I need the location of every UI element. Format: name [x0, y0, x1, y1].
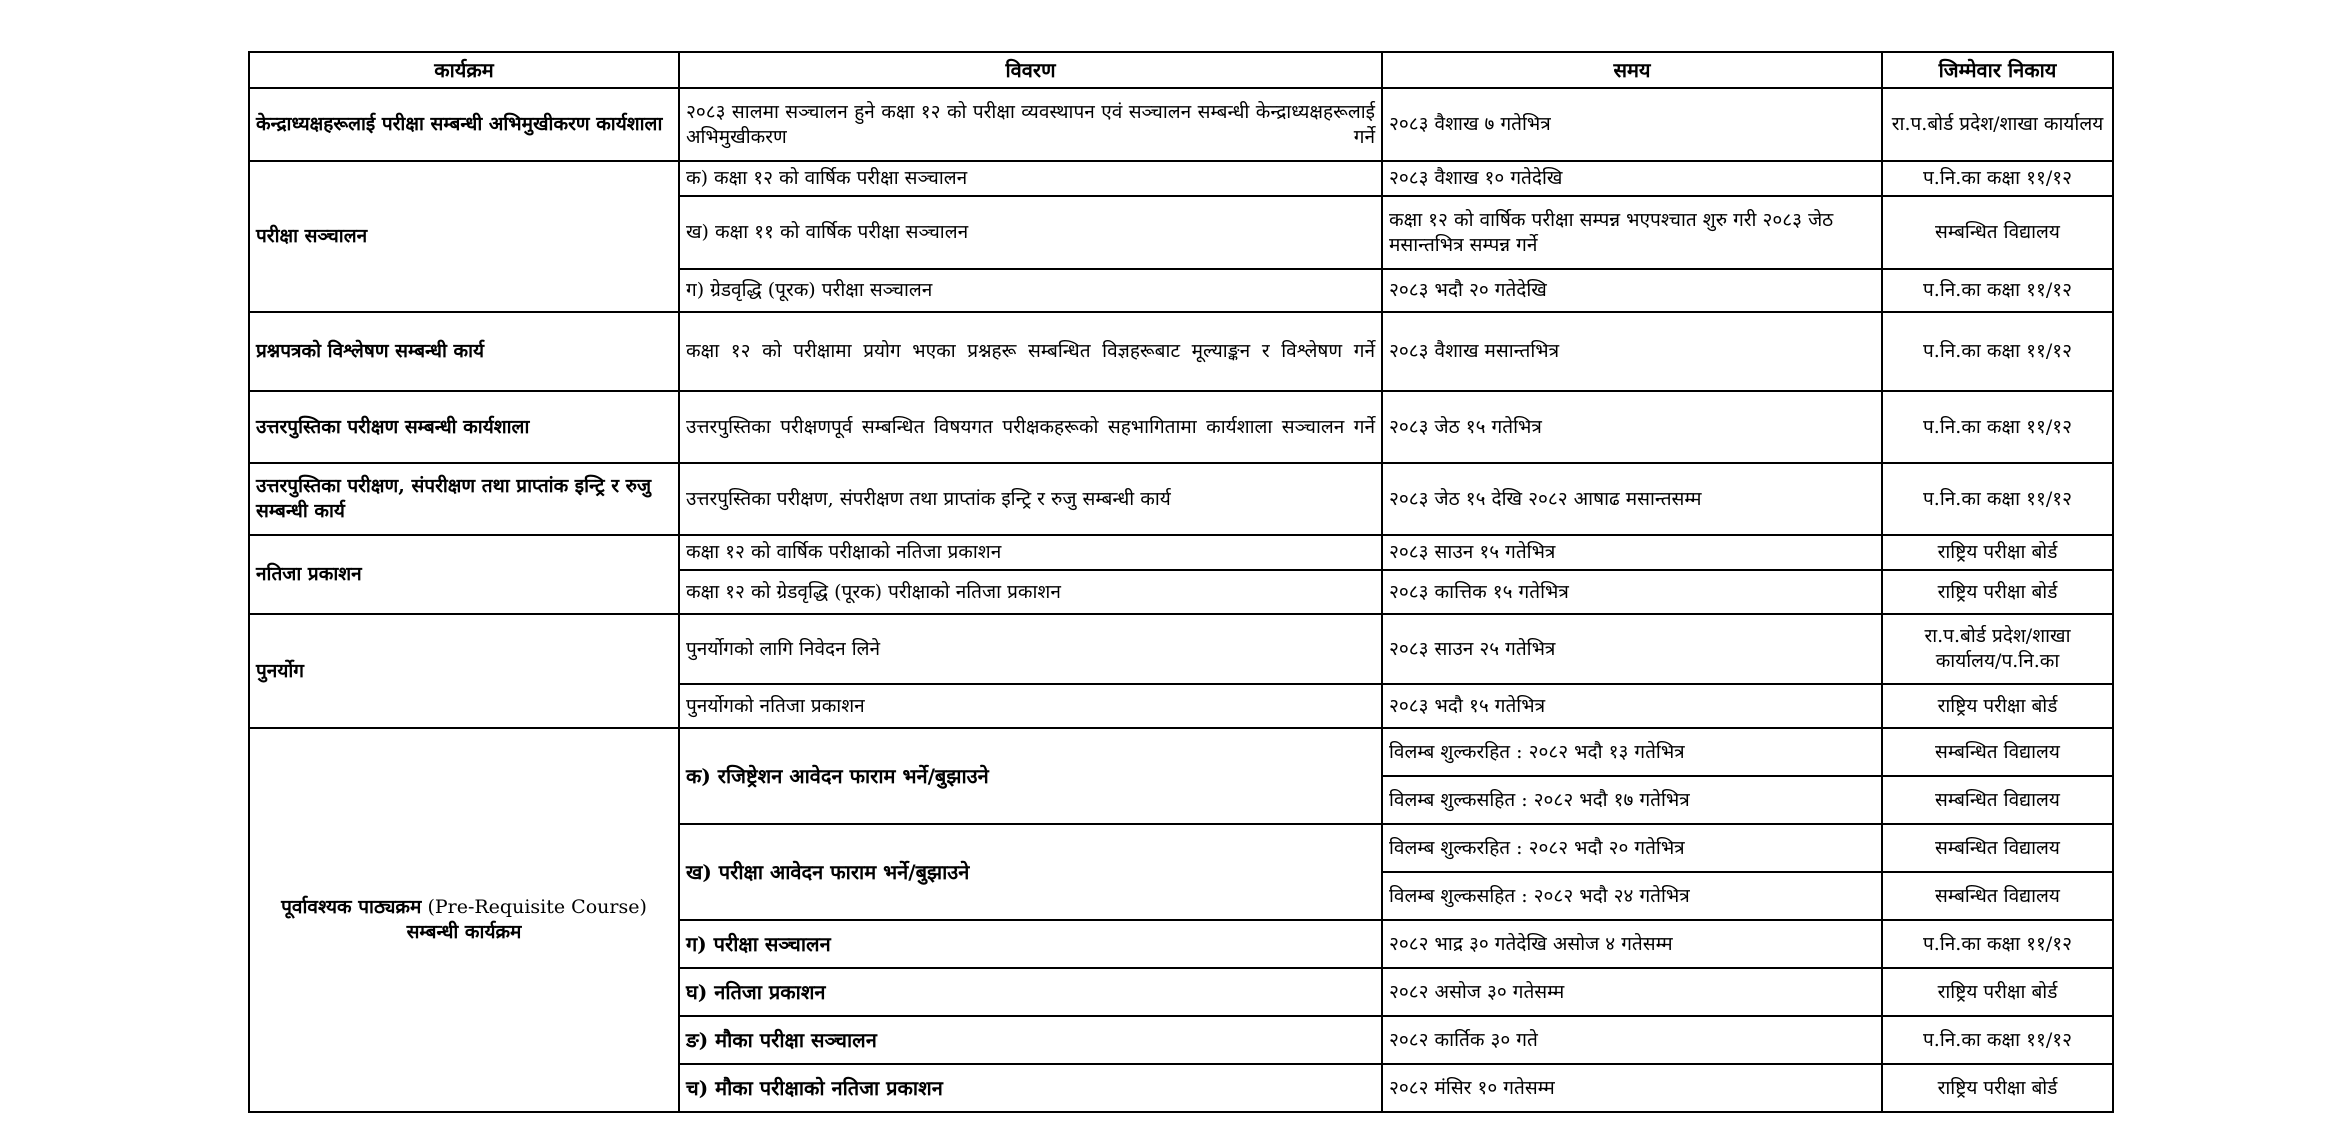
responsible-cell: रा.प.बोर्ड प्रदेश/शाखा कार्यालय — [1882, 88, 2113, 161]
time-cell: २०८३ जेठ १५ गतेभित्र — [1382, 391, 1882, 463]
table-row — [249, 391, 2113, 463]
time-cell: २०८३ भदौ १५ गतेभित्र — [1382, 684, 1882, 728]
responsible-cell: सम्बन्धित विद्यालय — [1882, 824, 2113, 872]
program-part-1: पूर्वावश्यक पाठ्यक्रम — [281, 896, 422, 919]
responsible-cell: राष्ट्रिय परीक्षा बोर्ड — [1882, 1064, 2113, 1112]
responsible-cell: प.नि.का कक्षा ११/१२ — [1882, 312, 2113, 391]
description-cell: ग) परीक्षा सञ्चालन — [679, 920, 1382, 968]
time-cell: २०८३ जेठ १५ देखि २०८२ आषाढ मसान्तसम्म — [1382, 463, 1882, 535]
header-time: समय — [1382, 52, 1882, 88]
description-cell: क) रजिष्ट्रेशन आवेदन फाराम भर्ने/बुझाउने — [679, 728, 1382, 824]
description-cell: ख) कक्षा ११ को वार्षिक परीक्षा सञ्चालन — [679, 196, 1382, 269]
table-row — [249, 88, 2113, 161]
description-cell: क) कक्षा १२ को वार्षिक परीक्षा सञ्चालन — [679, 161, 1382, 196]
responsible-cell: सम्बन्धित विद्यालय — [1882, 196, 2113, 269]
header-program: कार्यक्रम — [249, 52, 679, 88]
responsible-cell: प.नि.का कक्षा ११/१२ — [1882, 391, 2113, 463]
time-cell: २०८२ मंसिर १० गतेसम्म — [1382, 1064, 1882, 1112]
time-cell: २०८२ कार्तिक ३० गते — [1382, 1016, 1882, 1064]
table-row — [249, 614, 2113, 684]
responsible-cell: सम्बन्धित विद्यालय — [1882, 872, 2113, 920]
program-part-2: (Pre-Requisite Course) — [427, 896, 647, 919]
description-cell: कक्षा १२ को ग्रेडवृद्धि (पूरक) परीक्षाको नतिजा प्रकाशन — [679, 570, 1382, 614]
responsible-cell: राष्ट्रिय परीक्षा बोर्ड — [1882, 535, 2113, 570]
program-cell: पुनर्योग — [249, 614, 679, 728]
time-cell: २०८३ साउन १५ गतेभित्र — [1382, 535, 1882, 570]
responsible-cell: प.नि.का कक्षा ११/१२ — [1882, 1016, 2113, 1064]
header-row — [249, 52, 2113, 88]
time-cell: विलम्ब शुल्करहित : २०८२ भदौ २० गतेभित्र — [1382, 824, 1882, 872]
program-cell: परीक्षा सञ्चालन — [249, 161, 679, 312]
description-cell: पुनर्योगको नतिजा प्रकाशन — [679, 684, 1382, 728]
description-cell: उत्तरपुस्तिका परीक्षणपूर्व सम्बन्धित विषयगत परीक्षकहरूको सहभागितामा कार्यशाला सञ्चालन गर्ने — [679, 391, 1382, 463]
responsible-cell: सम्बन्धित विद्यालय — [1882, 728, 2113, 776]
program-cell: उत्तरपुस्तिका परीक्षण सम्बन्धी कार्यशाला — [249, 391, 679, 463]
time-cell: विलम्ब शुल्कसहित : २०८२ भदौ १७ गतेभित्र — [1382, 776, 1882, 824]
responsible-cell: राष्ट्रिय परीक्षा बोर्ड — [1882, 968, 2113, 1016]
description-cell: २०८३ सालमा सञ्चालन हुने कक्षा १२ को परीक्षा व्यवस्थापन एवं सञ्चालन सम्बन्धी केन्द्राध्यक्षहरूलाई अभिमुखीकरण गर्ने — [679, 88, 1382, 161]
description-cell: पुनर्योगको लागि निवेदन लिने — [679, 614, 1382, 684]
header-description: विवरण — [679, 52, 1382, 88]
header-responsible: जिम्मेवार निकाय — [1882, 52, 2113, 88]
time-cell: २०८३ कात्तिक १५ गतेभित्र — [1382, 570, 1882, 614]
responsible-cell: प.नि.का कक्षा ११/१२ — [1882, 269, 2113, 312]
time-cell: कक्षा १२ को वार्षिक परीक्षा सम्पन्न भएपश्चात शुरु गरी २०८३ जेठ मसान्तभित्र सम्पन्न गर्ने — [1382, 196, 1882, 269]
time-cell: विलम्ब शुल्करहित : २०८२ भदौ १३ गतेभित्र — [1382, 728, 1882, 776]
program-cell: नतिजा प्रकाशन — [249, 535, 679, 614]
description-cell: ङ) मौका परीक्षा सञ्चालन — [679, 1016, 1382, 1064]
description-cell: कक्षा १२ को परीक्षामा प्रयोग भएका प्रश्नहरू सम्बन्धित विज्ञहरूबाट मूल्याङ्कन र विश्लेषण गर्ने — [679, 312, 1382, 391]
responsible-cell: प.नि.का कक्षा ११/१२ — [1882, 463, 2113, 535]
description-cell: घ) नतिजा प्रकाशन — [679, 968, 1382, 1016]
description-cell: ख) परीक्षा आवेदन फाराम भर्ने/बुझाउने — [679, 824, 1382, 920]
responsible-cell: राष्ट्रिय परीक्षा बोर्ड — [1882, 684, 2113, 728]
table-row — [249, 312, 2113, 391]
table-row — [249, 463, 2113, 535]
responsible-cell: प.नि.का कक्षा ११/१२ — [1882, 920, 2113, 968]
time-cell: २०८३ वैशाख १० गतेदेखि — [1382, 161, 1882, 196]
table-row — [249, 535, 2113, 570]
table-row — [249, 161, 2113, 196]
program-cell: उत्तरपुस्तिका परीक्षण, संपरीक्षण तथा प्राप्तांक इन्ट्रि र रुजु सम्बन्धी कार्य — [249, 463, 679, 535]
time-cell: २०८३ साउन २५ गतेभित्र — [1382, 614, 1882, 684]
description-cell: ग) ग्रेडवृद्धि (पूरक) परीक्षा सञ्चालन — [679, 269, 1382, 312]
responsible-cell: राष्ट्रिय परीक्षा बोर्ड — [1882, 570, 2113, 614]
responsible-cell: प.नि.का कक्षा ११/१२ — [1882, 161, 2113, 196]
time-cell: २०८३ भदौ २० गतेदेखि — [1382, 269, 1882, 312]
schedule-table — [248, 51, 2114, 1113]
time-cell: विलम्ब शुल्कसहित : २०८२ भदौ २४ गतेभित्र — [1382, 872, 1882, 920]
description-cell: कक्षा १२ को वार्षिक परीक्षाको नतिजा प्रकाशन — [679, 535, 1382, 570]
time-cell: २०८२ असोज ३० गतेसम्म — [1382, 968, 1882, 1016]
program-cell: केन्द्राध्यक्षहरूलाई परीक्षा सम्बन्धी अभिमुखीकरण कार्यशाला — [249, 88, 679, 161]
program-part-3: सम्बन्धी कार्यक्रम — [406, 921, 522, 943]
program-cell — [249, 728, 679, 1112]
time-cell: २०८३ वैशाख मसान्तभित्र — [1382, 312, 1882, 391]
time-cell: २०८३ वैशाख ७ गतेभित्र — [1382, 88, 1882, 161]
responsible-cell: रा.प.बोर्ड प्रदेश/शाखा कार्यालय/प.नि.का — [1882, 614, 2113, 684]
table-row — [249, 728, 2113, 776]
program-cell: प्रश्नपत्रको विश्लेषण सम्बन्धी कार्य — [249, 312, 679, 391]
description-cell: च) मौका परीक्षाको नतिजा प्रकाशन — [679, 1064, 1382, 1112]
description-cell: उत्तरपुस्तिका परीक्षण, संपरीक्षण तथा प्राप्तांक इन्ट्रि र रुजु सम्बन्धी कार्य — [679, 463, 1382, 535]
time-cell: २०८२ भाद्र ३० गतेदेखि असोज ४ गतेसम्म — [1382, 920, 1882, 968]
responsible-cell: सम्बन्धित विद्यालय — [1882, 776, 2113, 824]
